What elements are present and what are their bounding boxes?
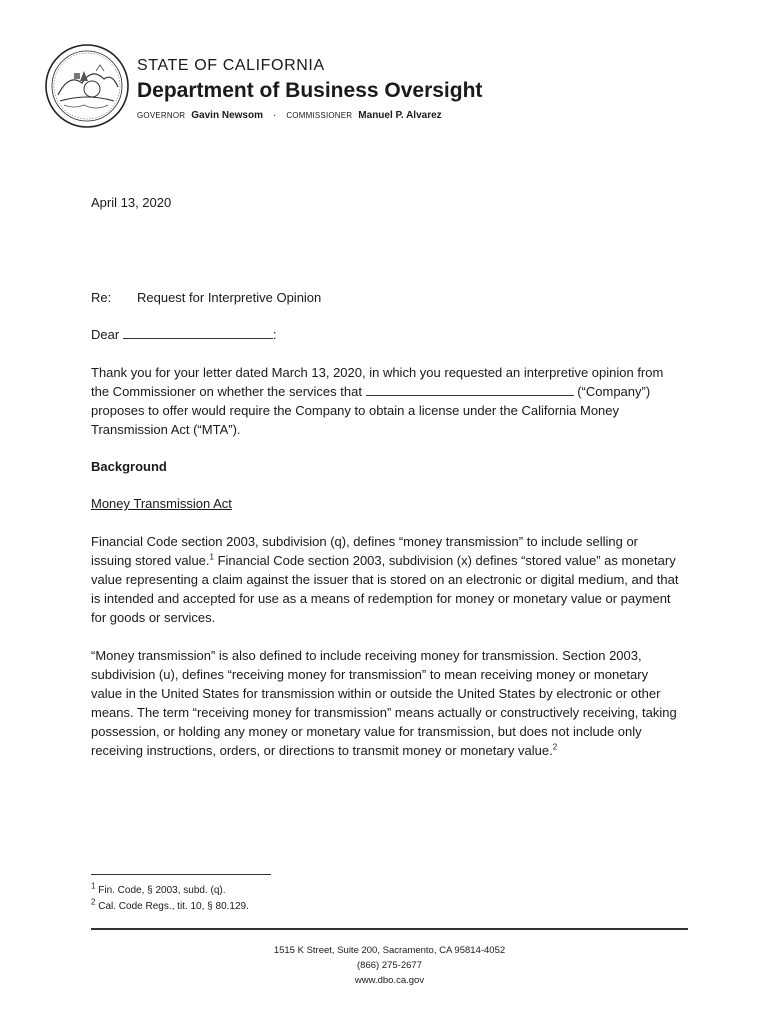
paragraph-money-transmission [91, 532, 681, 627]
footnote-text: Fin. Code, § 2003, subd. (q). [98, 885, 226, 896]
footnote-item [91, 899, 249, 915]
salutation [91, 325, 681, 344]
footnote-ref-1: 1 [209, 552, 214, 562]
footer-divider [91, 928, 688, 930]
footnote-num: 2 [91, 897, 96, 907]
paragraph-receiving-money [91, 646, 681, 760]
letter-date: April 13, 2020 [91, 195, 172, 210]
footnote-item [91, 883, 249, 899]
recipient-blank [123, 326, 273, 339]
salutation-end: : [272, 327, 277, 342]
subject-line [91, 288, 681, 307]
footnote-ref-2: 2 [552, 742, 558, 752]
footnotes [91, 883, 249, 915]
governor-name: Gavin Newsom [191, 110, 263, 121]
footnote-num: 1 [91, 881, 96, 891]
state-seal-icon [44, 43, 130, 129]
commissioner-label: COMMISSIONER [286, 111, 353, 120]
department-name: Department of Business Oversight [137, 79, 483, 102]
mta-heading: Money Transmission Act [91, 496, 232, 511]
subject-label: Re: [91, 290, 112, 305]
separator-dot: · [272, 110, 277, 121]
state-name: STATE OF CALIFORNIA [137, 57, 325, 74]
background-heading: Background [91, 459, 167, 474]
governor-label: GOVERNOR [137, 111, 186, 120]
footer-website: www.dbo.ca.gov [354, 975, 425, 986]
paragraph-intro-part1: Thank you for your letter dated March 13, 2020, in which you requested an interpretive opinion from the Commissioner on whether the services that [91, 365, 664, 399]
footnote-divider [91, 874, 271, 875]
subject-text: Request for Interpretive Opinion [137, 290, 322, 305]
footer [91, 943, 688, 988]
paragraph-rm-text: “Money transmission” is also defined to include receiving money for transmission. Section 2003, subdivision (u), defines “receiving money for transmission” to mean receiving money or monetary value in the United States for transmission within or outside the United States by electronic or other means. The term “receiving money for transmission” means actually or constructively receiving, taking possession, or holding any money or monetary value for transmission, but does not include only receiving instructions, orders, or directions to transmit money or monetary value. [91, 648, 677, 758]
paragraph-intro-part2: (“Company”) proposes to offer would require the Company to obtain a license under the California Money Transmission Act (“MTA”). [91, 384, 651, 437]
footnote-text: Cal. Code Regs., tit. 10, § 80.129. [98, 901, 249, 912]
paragraph-mt-part1: Financial Code section 2003, subdivision (q), defines “money transmission” to include selling or issuing stored value. [91, 534, 638, 568]
paragraph-intro [91, 363, 681, 439]
footer-address: 1515 K Street, Suite 200, Sacramento, CA 95814-4052 [273, 945, 506, 956]
footer-phone: (866) 275-2677 [357, 960, 422, 971]
officials-line [137, 110, 442, 121]
salutation-start: Dear [91, 327, 120, 342]
company-blank [366, 383, 574, 396]
paragraph-mt-part2: Financial Code section 2003, subdivision (x) defines “stored value” as monetary value representing a claim against the issuer that is stored on an electronic or digital medium, and that is intended and accepted for use as a means of redemption for money or monetary value or payment for goods or services. [91, 553, 679, 625]
commissioner-name: Manuel P. Alvarez [358, 110, 442, 121]
